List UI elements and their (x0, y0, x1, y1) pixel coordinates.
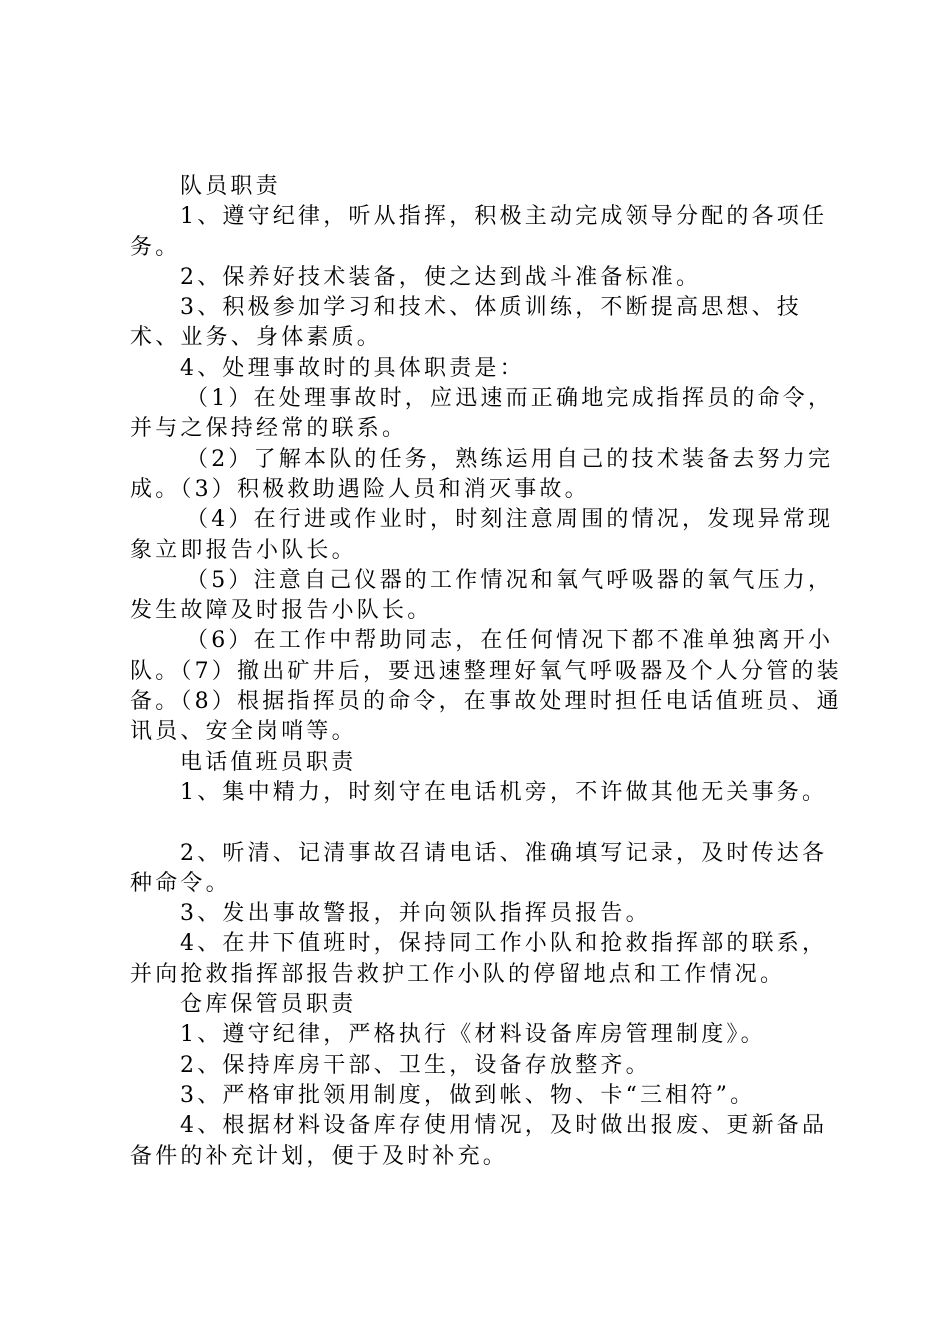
section-title: 仓库保管员职责 (180, 992, 357, 1018)
paragraph: 3、发出事故警报，并向领队指挥员报告。 (180, 901, 651, 927)
section-title: 队员职责 (180, 174, 281, 199)
paragraph: （2）了解本队的任务，熟练运用自己的技术装备去努力完成。（3）积极救助遇险人员和消灭事故。 (130, 446, 834, 502)
paragraph: 1、遵守纪律，严格执行《材料设备库房管理制度》。 (180, 1022, 766, 1048)
section-title: 电话值班员职责 (180, 749, 357, 775)
paragraph: 3、严格审批领用制度，做到帐、物、卡“三相符”。 (180, 1082, 756, 1108)
paragraph: 4、处理事故时的具体职责是： (180, 355, 525, 381)
paragraph: （4）在行进或作业时，时刻注意周围的情况，发现异常现象立即报告小队长。 (130, 507, 834, 563)
paragraph: 4、根据材料设备库存使用情况，及时做出报废、更新备品备件的补充计划，便于及时补充。 (130, 1113, 828, 1169)
paragraph: （5）注意自己仪器的工作情况和氧气呼吸器的氧气压力，发生故障及时报告小队长。 (130, 567, 834, 624)
paragraph: 2、听清、记清事故召请电话、准确填写记录，及时传达各种命令。 (130, 840, 828, 896)
paragraph: 3、积极参加学习和技术、体质训练，不断提高思想、技术、业务、身体素质。 (130, 295, 802, 351)
paragraph: 2、保养好技术装备，使之达到战斗准备标准。 (180, 264, 702, 290)
paragraph: 1、遵守纪律，听从指挥，积极主动完成领导分配的各项任务。 (130, 204, 828, 260)
paragraph: （6）在工作中帮助同志，在任何情况下都不准单独离开小队。（7）撤出矿井后，要迅速整理好氧气呼吸器及个人分管的装备。（8）根据指挥员的命令，在事故处理时担任电话值班员、通讯员、安全岗哨等。 (130, 628, 842, 745)
paragraph: 1、集中精力，时刻守在电话机旁，不许做其他无关事务。 (180, 779, 828, 805)
blank-line (130, 808, 850, 838)
paragraph: （1）在处理事故时，应迅速而正确地完成指挥员的命令，并与之保持经常的联系。 (130, 386, 834, 442)
paragraph: 4、在井下值班时，保持同工作小队和抢救指挥部的联系，并向抢救指挥部报告救护工作小队的停留地点和工作情况。 (130, 931, 828, 987)
document-body (130, 172, 850, 1172)
paragraph: 2、保持库房干部、卫生，设备存放整齐。 (180, 1052, 651, 1078)
